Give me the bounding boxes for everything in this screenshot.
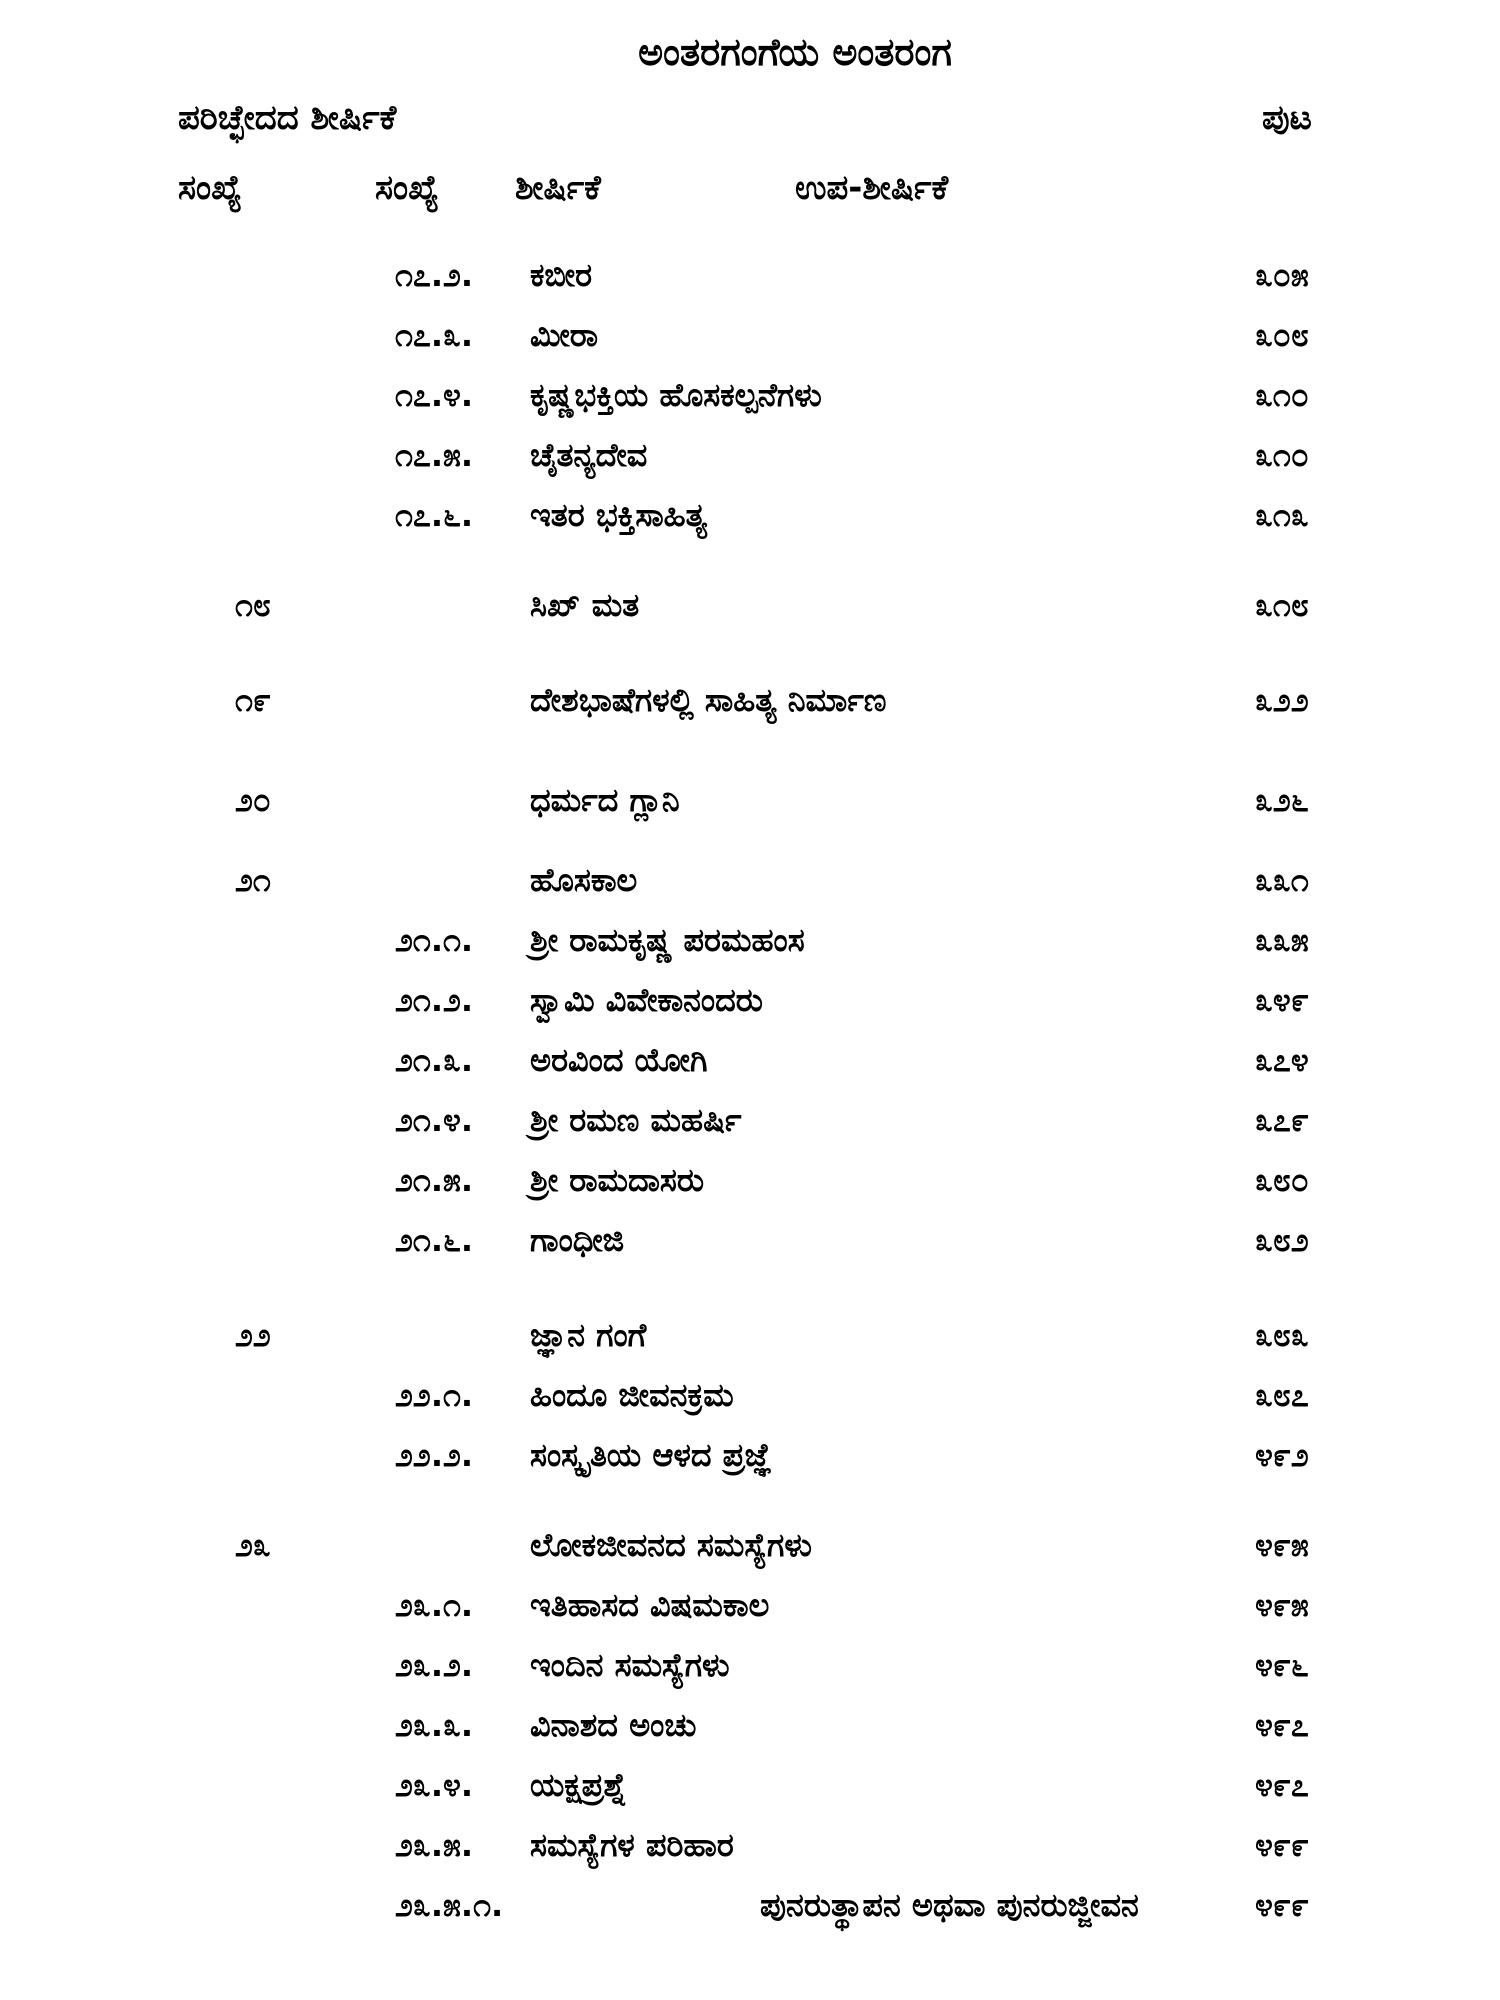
page-title: ಅಂತರಗಂಗೆಯ ಅಂತರಂಗ — [638, 30, 952, 74]
toc-row — [0, 430, 1500, 480]
entry-title: ಹಿಂದೂ ಜೀವನಕ್ರಮ — [530, 1376, 734, 1414]
toc-row — [0, 1215, 1500, 1265]
entry-title: ಶ್ರೀ ರಾಮದಾಸರು — [530, 1161, 705, 1199]
section-number: ೨೩.೪. — [395, 1766, 474, 1804]
section-number: ೧೭.೪. — [395, 376, 474, 414]
chapter-heading-label: ಪರಿಚ್ಛೇದದ ಶೀರ್ಷಿಕೆ — [178, 98, 397, 138]
section-number: ೨೩.೧. — [395, 1586, 474, 1624]
page-number: ೩೨೬ — [1255, 781, 1309, 819]
chapter-number: ೨೦ — [235, 781, 271, 819]
page-number: ೩೧೦ — [1255, 376, 1309, 414]
toc-row — [0, 250, 1500, 300]
heading-label: ಶೀರ್ಷಿಕೆ — [515, 168, 601, 208]
chapter-number: ೨೧ — [235, 861, 271, 899]
entry-title: ಇತರ ಭಕ್ತಿಸಾಹಿತ್ಯ — [530, 496, 708, 534]
chapter-number: ೨೨ — [235, 1316, 271, 1354]
page-number: ೩೦೮ — [1255, 316, 1309, 354]
section-number: ೨೩.೨. — [395, 1646, 474, 1684]
section-number: ೨೩.೫.೧. — [395, 1886, 504, 1924]
section-number: ೨೧.೪. — [395, 1101, 474, 1139]
page-number: ೪೯೯ — [1255, 1886, 1309, 1924]
entry-title: ಲೋಕಜೀವನದ ಸಮಸ್ಯೆಗಳು — [530, 1526, 812, 1564]
toc-row — [0, 1155, 1500, 1205]
page-number: ೪೯೭ — [1255, 1706, 1309, 1744]
chapter-number: ೧೮ — [235, 586, 271, 624]
section-number: ೨೩.೩. — [395, 1706, 474, 1744]
section-number: ೨೧.೩. — [395, 1041, 474, 1079]
toc-row — [0, 580, 1500, 630]
toc-row — [0, 1095, 1500, 1145]
entry-title: ಯಕ್ಷಪ್ರಶ್ನೆ — [530, 1766, 627, 1804]
page-number: ೪೯೫ — [1255, 1586, 1309, 1624]
entry-title: ಸ್ವಾಮಿ ವಿವೇಕಾನಂದರು — [530, 981, 763, 1019]
entry-title: ಮೀರಾ — [530, 316, 599, 354]
toc-row — [0, 1520, 1500, 1570]
entry-title: ಸಂಸ್ಕೃತಿಯ ಆಳದ ಪ್ರಜ್ಞೆ — [530, 1436, 772, 1474]
page-number: ೩೩೧ — [1255, 861, 1309, 899]
page-number: ೩೮೩ — [1255, 1316, 1309, 1354]
toc-row — [0, 1640, 1500, 1690]
entry-title: ಇತಿಹಾಸದ ವಿಷಮಕಾಲ — [530, 1586, 770, 1624]
toc-row — [0, 675, 1500, 725]
page-number: ೩೪೯ — [1255, 981, 1309, 1019]
toc-row — [0, 1370, 1500, 1420]
section-number: ೨೩.೫. — [395, 1826, 474, 1864]
page-number: ೩೮೦ — [1255, 1161, 1309, 1199]
entry-title: ಸಿಖ್ ಮತ — [530, 586, 640, 624]
page-number: ೩೨೨ — [1255, 681, 1309, 719]
section-number: ೨೧.೨. — [395, 981, 474, 1019]
entry-title: ಜ್ಞಾನ ಗಂಗೆ — [530, 1316, 647, 1354]
section-number: ೧೭.೬. — [395, 496, 474, 534]
section-number: ೧೭.೩. — [395, 316, 474, 354]
page-number: ೪೯೫ — [1255, 1526, 1309, 1564]
toc-row — [0, 1035, 1500, 1085]
page-number: ೪೯೯ — [1255, 1826, 1309, 1864]
chapter-number-label: ಸಂಖ್ಯೆ — [178, 168, 242, 208]
entry-title: ಧರ್ಮದ ಗ್ಲಾನಿ — [530, 781, 680, 819]
section-number: ೨೧.೬. — [395, 1221, 474, 1259]
subheading-label: ಉಪ-ಶೀರ್ಷಿಕೆ — [795, 168, 949, 208]
entry-title: ಶ್ರೀ ರಾಮಕೃಷ್ಣ ಪರಮಹಂಸ — [530, 921, 805, 959]
toc-row — [0, 1880, 1500, 1930]
section-number: ೧೭.೨. — [395, 256, 474, 294]
section-number-label: ಸಂಖ್ಯೆ — [375, 168, 439, 208]
toc-row — [0, 1580, 1500, 1630]
entry-subtitle: ಪುನರುತ್ಥಾಪನ ಅಥವಾ ಪುನರುಜ್ಜೀವನ — [760, 1886, 1139, 1924]
entry-title: ಕಬೀರ — [530, 256, 593, 294]
page-number: ೩೮೨ — [1255, 1221, 1309, 1259]
page-number: ೩೭೯ — [1255, 1101, 1309, 1139]
toc-row — [0, 1820, 1500, 1870]
entry-title: ಗಾಂಧೀಜಿ — [530, 1221, 625, 1259]
toc-row — [0, 975, 1500, 1025]
entry-title: ಇಂದಿನ ಸಮಸ್ಯೆಗಳು — [530, 1646, 730, 1684]
chapter-number: ೧೯ — [235, 681, 271, 719]
chapter-number: ೨೩ — [235, 1526, 271, 1564]
page-number: ೩೧೦ — [1255, 436, 1309, 474]
page-number: ೩೮೭ — [1255, 1376, 1309, 1414]
page-number: ೪೯೭ — [1255, 1766, 1309, 1804]
page-column-label: ಪುಟ — [1262, 98, 1312, 138]
entry-title: ಶ್ರೀ ರಮಣ ಮಹರ್ಷಿ — [530, 1101, 742, 1139]
page-number: ೩೧೩ — [1255, 496, 1309, 534]
entry-title: ದೇಶಭಾಷೆಗಳಲ್ಲಿ ಸಾಹಿತ್ಯ ನಿರ್ಮಾಣ — [530, 681, 887, 719]
section-number: ೨೨.೨. — [395, 1436, 474, 1474]
entry-title: ಕೃಷ್ಣಭಕ್ತಿಯ ಹೊಸಕಲ್ಪನೆಗಳು — [530, 376, 822, 414]
section-number: ೨೧.೫. — [395, 1161, 474, 1199]
toc-row — [0, 1430, 1500, 1480]
toc-row — [0, 1310, 1500, 1360]
toc-row — [0, 1760, 1500, 1810]
toc-row — [0, 310, 1500, 360]
page-number: ೩೦೫ — [1255, 256, 1309, 294]
entry-title: ಚೈತನ್ಯದೇವ — [530, 436, 648, 474]
page-number: ೩೭೪ — [1255, 1041, 1309, 1079]
entry-title: ಅರವಿಂದ ಯೋಗಿ — [530, 1041, 708, 1079]
entry-title: ಹೊಸಕಾಲ — [530, 861, 638, 899]
toc-row — [0, 490, 1500, 540]
page-number: ೪೯೬ — [1255, 1646, 1309, 1684]
section-number: ೧೭.೫. — [395, 436, 474, 474]
page-number: ೩೧೮ — [1255, 586, 1309, 624]
toc-row — [0, 370, 1500, 420]
toc-row — [0, 1700, 1500, 1750]
entry-title: ವಿನಾಶದ ಅಂಚು — [530, 1706, 697, 1744]
page-number: ೩೩೫ — [1255, 921, 1309, 959]
section-number: ೨೧.೧. — [395, 921, 474, 959]
toc-row — [0, 915, 1500, 965]
toc-row — [0, 775, 1500, 825]
section-number: ೨೨.೧. — [395, 1376, 474, 1414]
toc-row — [0, 855, 1500, 905]
page-number: ೪೯೨ — [1255, 1436, 1309, 1474]
entry-title: ಸಮಸ್ಯೆಗಳ ಪರಿಹಾರ — [530, 1826, 734, 1864]
